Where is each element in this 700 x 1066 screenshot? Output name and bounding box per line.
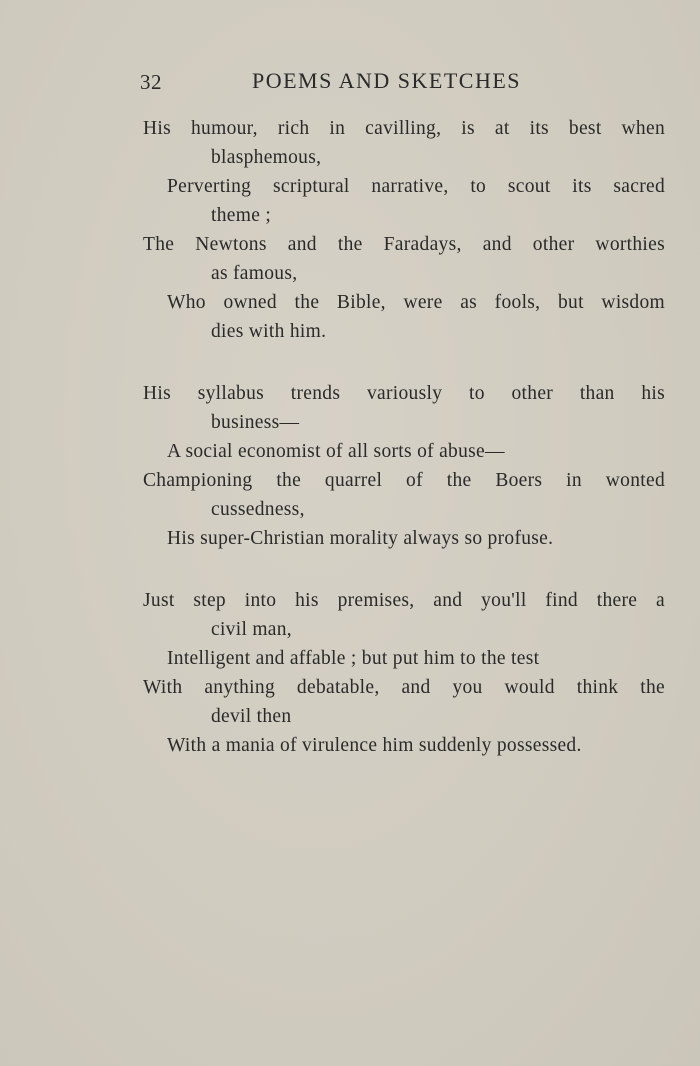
poem-line: His syllabus trends variously to other than his — [143, 383, 665, 404]
poem-line-continuation: devil then — [211, 706, 292, 727]
poem-line: With anything debatable, and you would think the — [143, 677, 665, 698]
poem-line: A social economist of all sorts of abuse— — [167, 441, 505, 462]
poem-line: The Newtons and the Faradays, and other worthies — [143, 234, 665, 255]
stanza — [143, 586, 665, 760]
poem-line: Just step into his premises, and you'll find there a — [143, 590, 665, 611]
poem-body — [143, 114, 665, 793]
stanza — [143, 379, 665, 553]
poem-line-continuation: theme ; — [211, 205, 272, 226]
poem-line-continuation: blasphemous, — [211, 147, 322, 168]
poem-line: Who owned the Bible, were as fools, but wisdom — [167, 292, 665, 313]
poem-line-continuation: civil man, — [211, 619, 292, 640]
poem-line-continuation: dies with him. — [211, 321, 327, 342]
poem-line: Intelligent and affable ; but put him to the test — [167, 648, 540, 669]
stanza — [143, 114, 665, 346]
poem-line: His humour, rich in cavilling, is at its best when — [143, 118, 665, 139]
page-header — [140, 64, 560, 98]
poem-line: Championing the quarrel of the Boers in wonted — [143, 470, 665, 491]
poem-line: With a mania of virulence him suddenly possessed. — [167, 735, 582, 756]
running-title: POEMS AND SKETCHES — [252, 68, 522, 93]
poem-line: Perverting scriptural narrative, to scout its sacred — [167, 176, 665, 197]
poem-line-continuation: cussedness, — [211, 499, 305, 520]
page-number: 32 — [140, 70, 162, 94]
poem-line-continuation: as famous, — [211, 263, 298, 284]
poem-line: His super-Christian morality always so profuse. — [167, 528, 554, 549]
poem-line-continuation: business— — [211, 412, 300, 433]
